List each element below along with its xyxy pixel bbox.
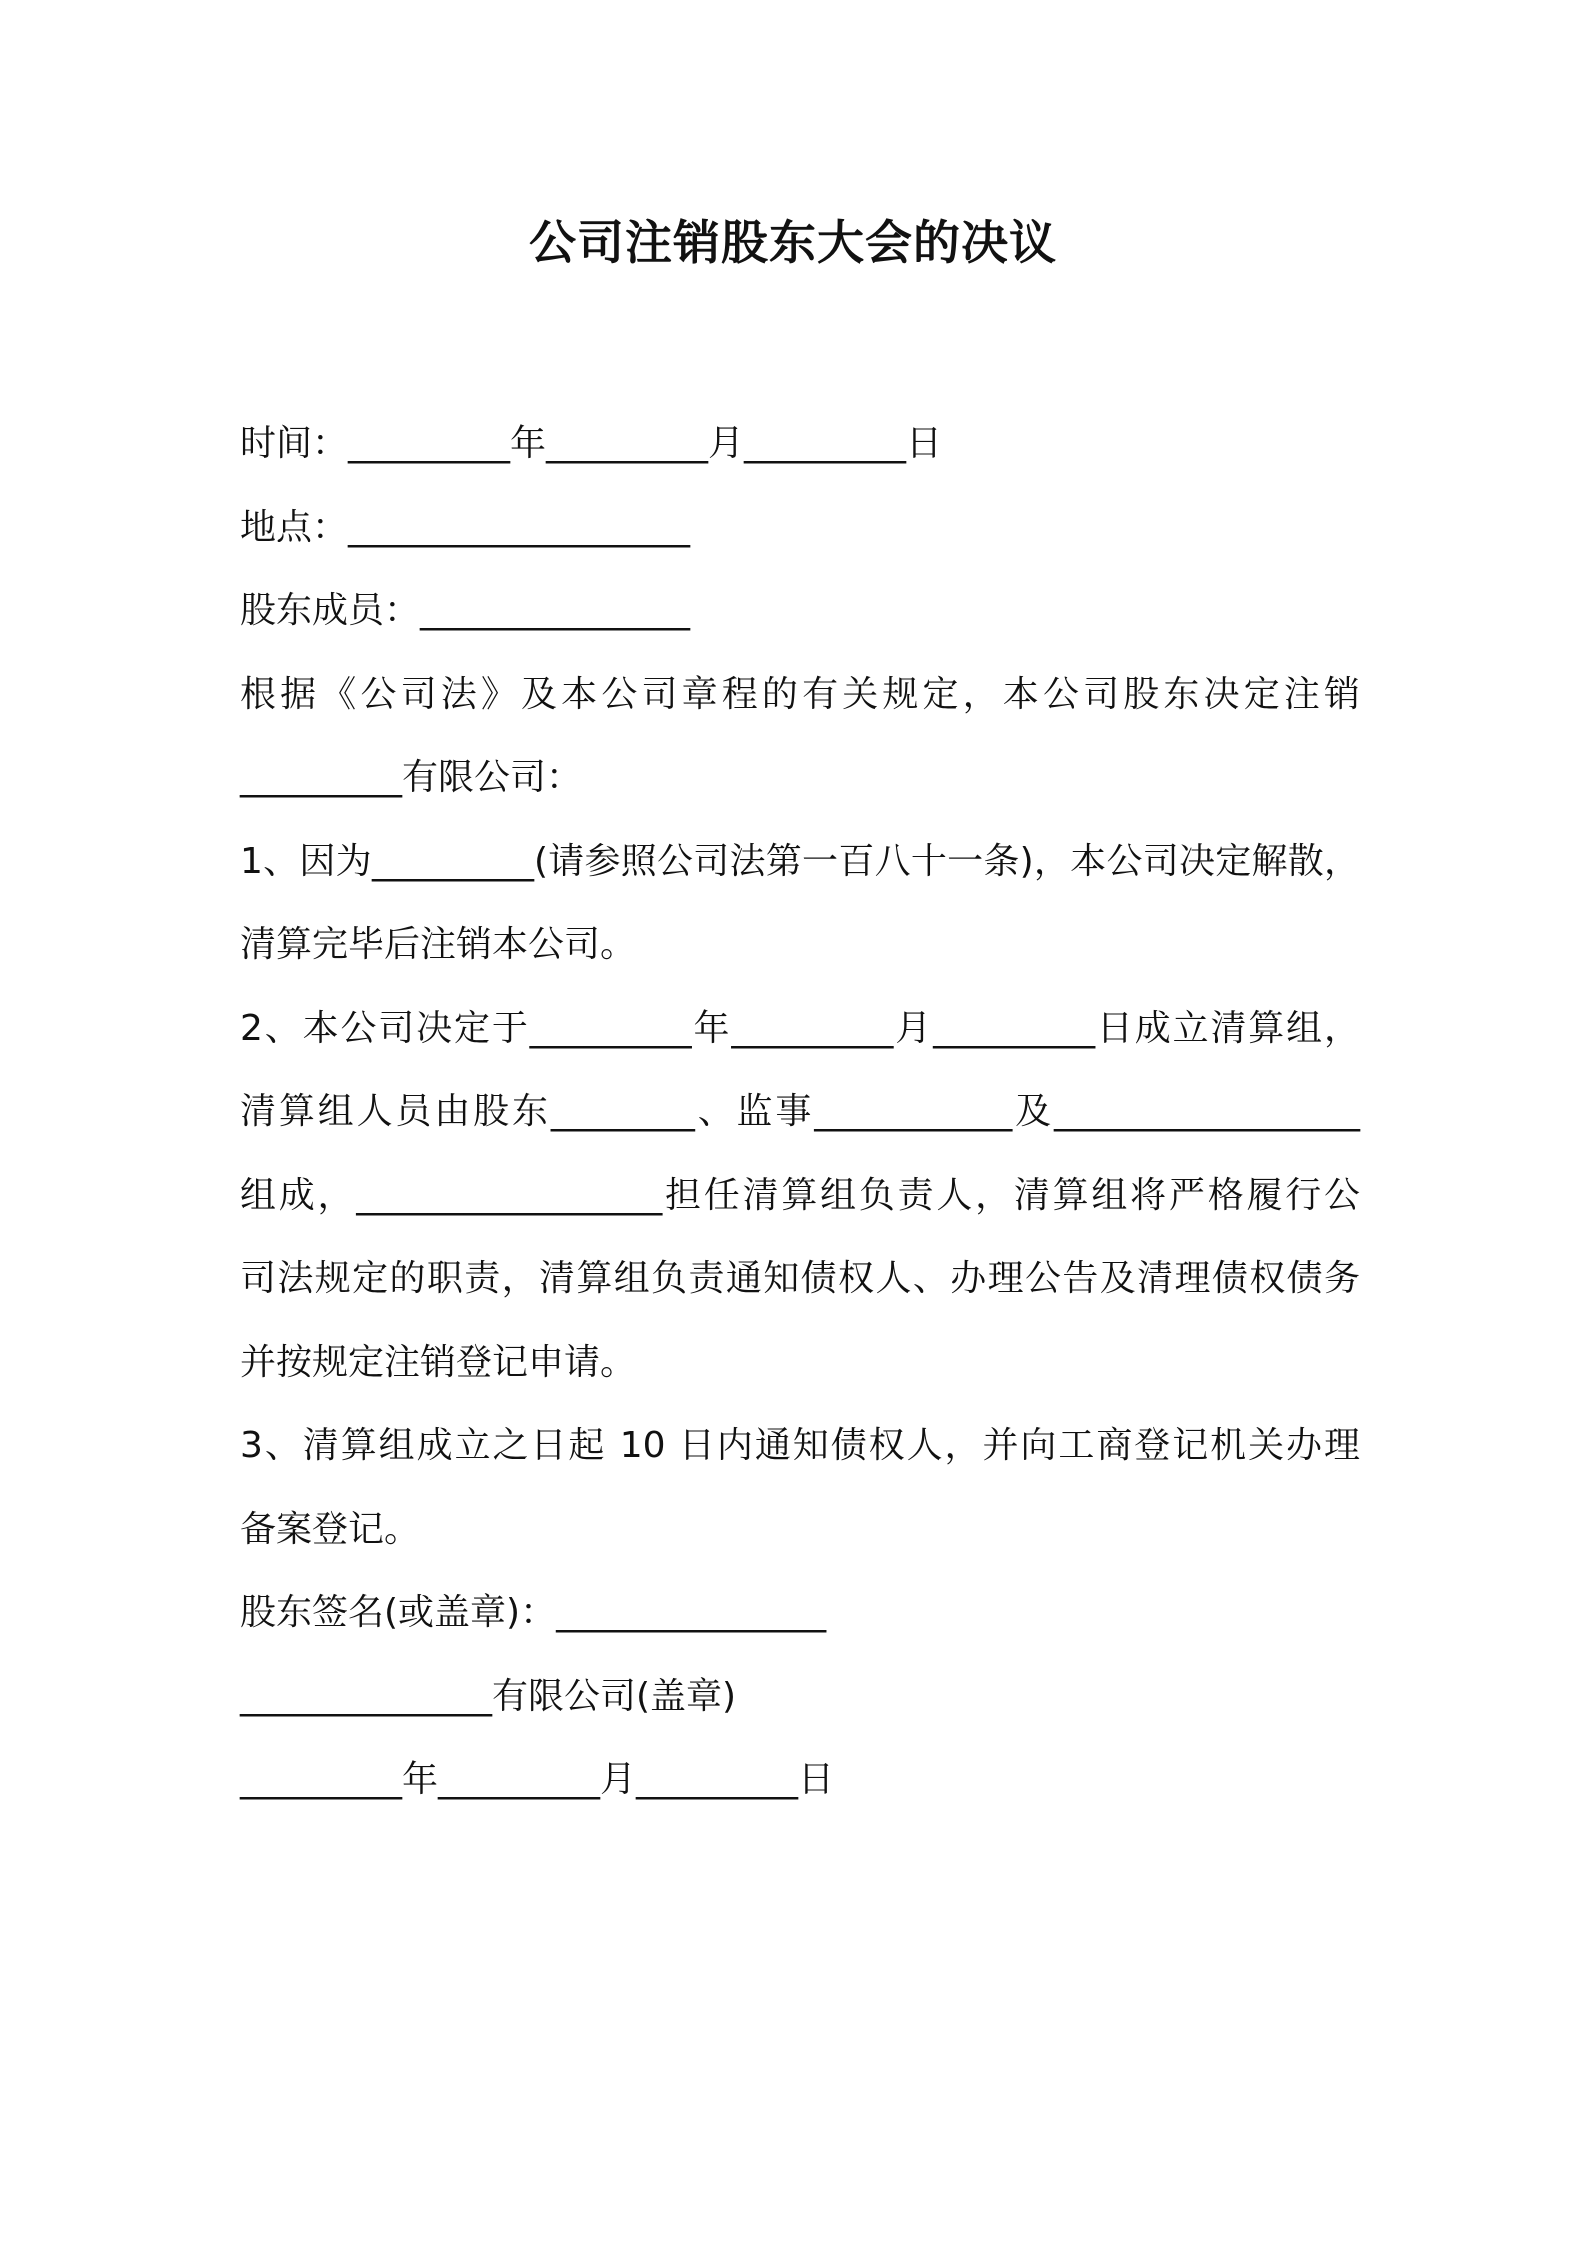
paragraph-line: 根据《公司法》及本公司章程的有关规定，本公司股东决定注销 [240, 673, 1360, 715]
paragraph-line: 2、本公司决定于_________年_________月_________日成立清算组， [240, 1007, 1360, 1049]
paragraph-line: 备案登记。 [240, 1508, 421, 1550]
meeting-place-line: 地点：___________________ [240, 506, 691, 548]
paragraph-line: 组成，_________________担任清算组负责人，清算组将严格履行公 [240, 1174, 1360, 1216]
paragraph-line: 3、清算组成立之日起 10 日内通知债权人，并向工商登记机关办理 [240, 1425, 1360, 1466]
company-seal-line: ______________有限公司(盖章) [240, 1675, 737, 1717]
shareholder-signature-line: 股东签名(或盖章)：_______________ [240, 1592, 827, 1633]
meeting-time-line: 时间：_________年_________月_________日 [240, 423, 943, 464]
paragraph-line: 清算组人员由股东________、监事___________及_________________ [240, 1091, 1360, 1132]
paragraph-line: 司法规定的职责，清算组负责通知债权人、办理公告及清理债权债务 [240, 1258, 1360, 1299]
paragraph-line: _________有限公司： [240, 757, 583, 798]
paragraph-line: 并按规定注销登记申请。 [240, 1341, 637, 1383]
shareholder-members-line: 股东成员：_______________ [240, 590, 691, 631]
paragraph-line: 清算完毕后注销本公司。 [240, 924, 637, 965]
signature-date-line: _________年_________月_________日 [240, 1759, 834, 1800]
document-title: 公司注销股东大会的决议 [529, 216, 1057, 271]
paragraph-line: 1、因为_________(请参照公司法第一百八十一条)，本公司决定解散， [240, 840, 1360, 882]
document-body [240, 402, 1360, 1822]
